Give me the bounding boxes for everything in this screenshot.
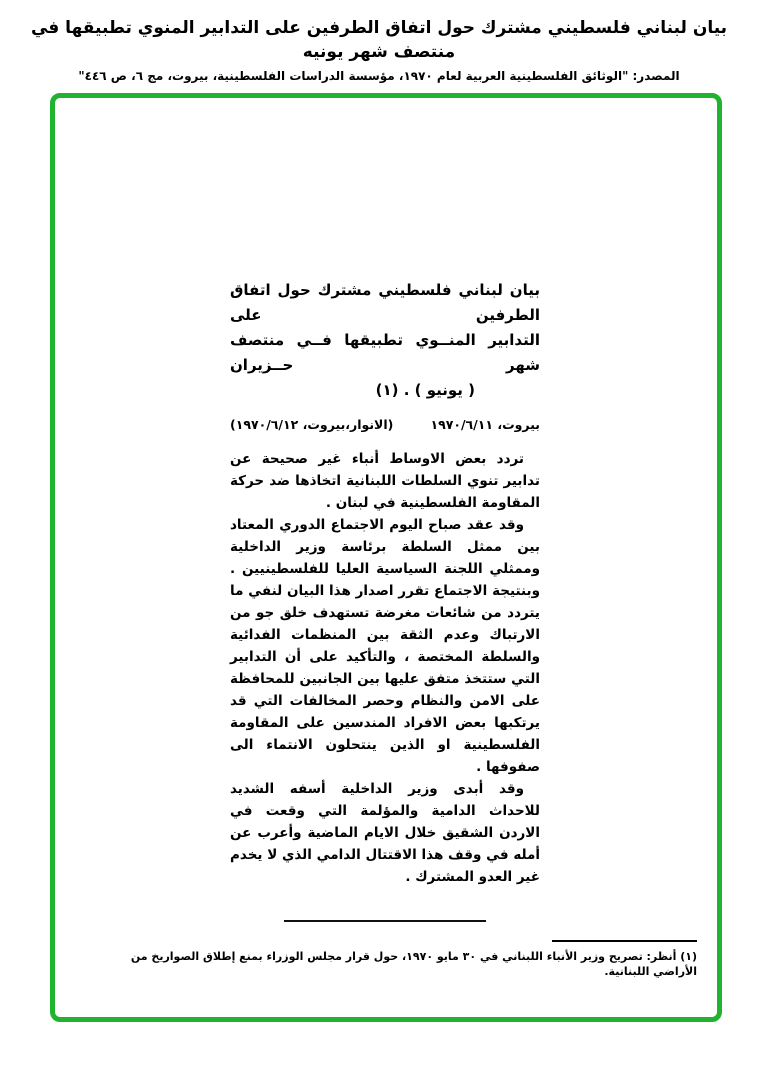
header-source-citation: المصدر: "الوثائق الفلسطينية العربية لعام ١٩٧٠، مؤسسة الدراسات الفلسطينية، بيروت، مج ٦، ص ٤٤٦" [78, 69, 680, 83]
document-title-line: التدابير المنــوي تطبيقها فــي منتصف شهر حــزيران [230, 331, 540, 374]
dateline-place-date: بيروت، ١٩٧٠/٦/١١ [430, 417, 540, 432]
page-header [0, 16, 758, 85]
document-title [230, 278, 540, 403]
footnote-area [55, 940, 717, 979]
dateline [230, 417, 540, 432]
footnote-separator [552, 940, 697, 942]
document-title-line: ( يونيو ) . (١) [375, 381, 475, 399]
header-title: بيان لبناني فلسطيني مشترك حول اتفاق الطرفين على التدابير المنوي تطبيقها في منتصف شهر يونيه [30, 18, 728, 62]
dateline-source-ref: (الانوار،بيروت، ١٩٧٠/٦/١٢) [230, 417, 394, 432]
body-paragraph: وقد أبدى وزير الداخلية أسفه الشديد للاحداث الدامية والمؤلمة التي وقعت في الاردن الشقيق خلال الايام الماضية وأعرب عن أمله في وقف هذا الاقتتال الدامي الذي لا يخدم غير العدو المشترك . [230, 781, 540, 885]
body-paragraph: تردد بعض الاوساط أنباء غير صحيحة عن تدابير تنوي السلطات اللبنانية اتخاذها ضد حركة المقاومة الفلسطينية في لبنان . [230, 451, 540, 511]
document-title-line: بيان لبناني فلسطيني مشترك حول اتفاق الطرفين على [230, 281, 540, 324]
footnote-text: (١) أنظر: تصريح وزير الأنباء اللبناني في ٣٠ مايو ١٩٧٠، حول قرار مجلس الوزراء بمنع إطلاق الصواريخ من الأراضي اللبنانية. [130, 950, 697, 978]
section-divider [284, 920, 486, 922]
document-highlight-box [50, 93, 722, 1022]
document-body [230, 448, 540, 888]
document-page-content [230, 278, 540, 922]
body-paragraph: وقد عقد صباح اليوم الاجتماع الدوري المعتاد بين ممثل السلطة برئاسة وزير الداخلية وممثلي اللجنة السياسية العليا للفلسطينيين . وبنتيجة الاجتماع تقرر اصدار هذا البيان لنفي ما يتردد من شائعات مغرضة تستهدف خلق جو من الارتباك وعدم الثقة بين المنظمات الفدائية والسلطة المختصة ، والتأكيد على أن التدابير التي ستتخذ متفق عليها بين الجانبين للمحافظة على الامن والنظام وحصر المخالفات التي قد يرتكبها بعض الافراد المندسين على المقاومة الفلسطينية او الذين ينتحلون الانتماء الى صفوفها . [230, 517, 540, 775]
